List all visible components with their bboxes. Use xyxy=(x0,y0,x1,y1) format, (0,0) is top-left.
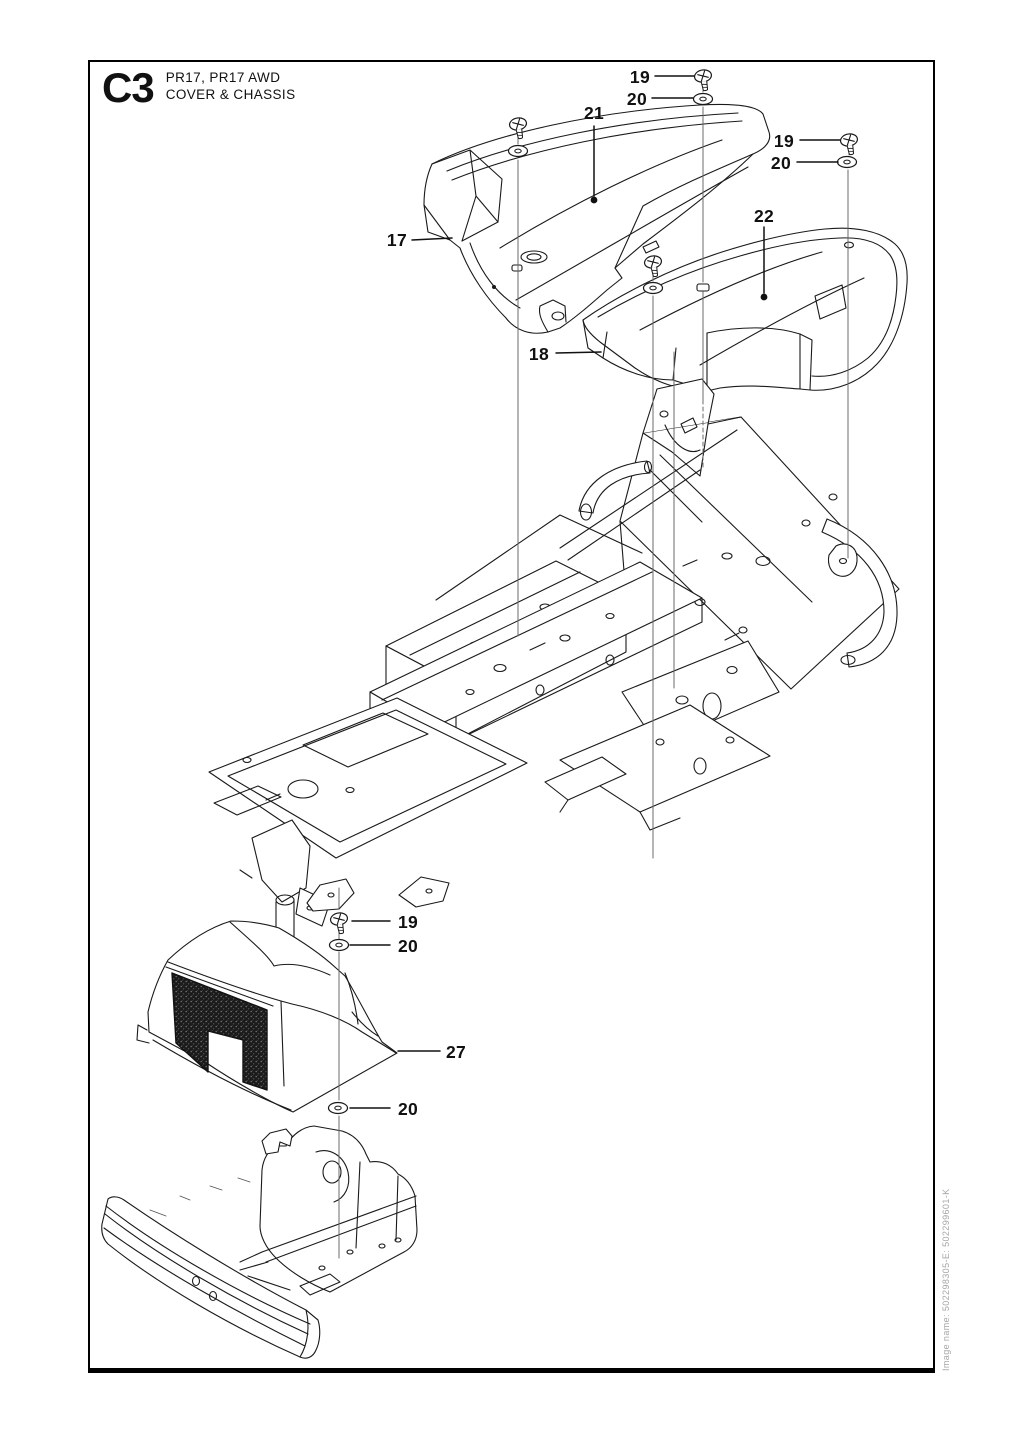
chassis-frame xyxy=(209,379,899,966)
callout-label-19: 19 xyxy=(773,131,794,151)
washer-icon xyxy=(329,1103,348,1114)
callout-label-19: 19 xyxy=(629,67,650,87)
callout-label-21: 21 xyxy=(583,103,605,123)
screw-icon xyxy=(840,133,860,156)
callout-label-20: 20 xyxy=(398,1099,419,1119)
model-line: PR17, PR17 AWD xyxy=(165,70,281,85)
screw-icon xyxy=(694,69,714,92)
part-27-engine-cover xyxy=(137,921,397,1112)
callout-label-18: 18 xyxy=(528,344,549,364)
callout-label-19: 19 xyxy=(398,912,419,932)
callout-label-27: 27 xyxy=(446,1042,467,1062)
callout-label-20: 20 xyxy=(398,936,419,956)
callout-label-20: 20 xyxy=(770,153,791,173)
washer-icon xyxy=(694,94,713,105)
front-chassis-and-bumper xyxy=(102,1126,417,1358)
callout-label-20: 20 xyxy=(626,89,647,109)
section-code: C3 xyxy=(102,64,154,111)
image-name-note: Image name: 502298305-E: 502299601-K xyxy=(941,1188,951,1371)
callout-label-22: 22 xyxy=(753,206,775,226)
screw-icon xyxy=(644,255,664,278)
section-title: COVER & CHASSIS xyxy=(165,86,296,102)
washer-icon xyxy=(838,157,857,168)
screw-icon xyxy=(330,912,350,935)
washer-icon xyxy=(644,283,663,294)
washer-icon xyxy=(509,146,528,157)
washer-icon xyxy=(330,940,349,951)
part-18-cover xyxy=(583,228,907,391)
callout-label-17: 17 xyxy=(386,230,407,250)
